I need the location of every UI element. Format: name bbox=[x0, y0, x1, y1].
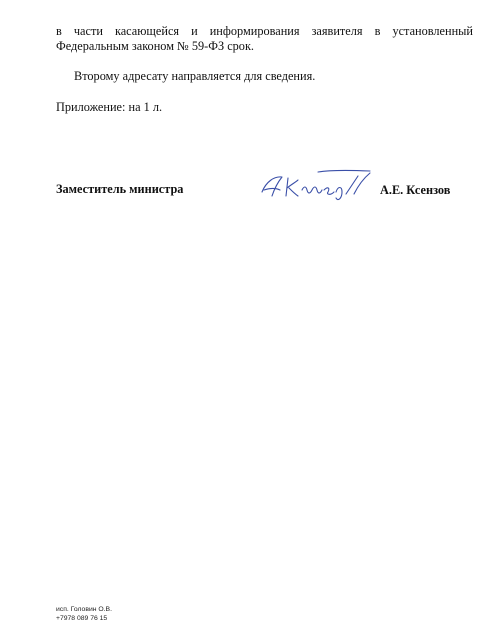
handwritten-signature bbox=[258, 168, 378, 202]
footer-executor: исп. Головин О.В. bbox=[56, 606, 112, 613]
attachment-note: Приложение: на 1 л. bbox=[56, 100, 163, 114]
paragraph-2: Второму адресату направляется для сведения. bbox=[74, 69, 316, 83]
signer-name: А.Е. Ксензов bbox=[380, 183, 451, 197]
paragraph-1-line-1: в части касающейся и информирования заявителя в установленный bbox=[56, 24, 473, 38]
footer-phone: +7978 089 76 15 bbox=[56, 615, 108, 622]
signer-title: Заместитель министра bbox=[56, 182, 184, 196]
paragraph-1-line-2: Федеральным законом № 59-ФЗ срок. bbox=[56, 39, 254, 53]
